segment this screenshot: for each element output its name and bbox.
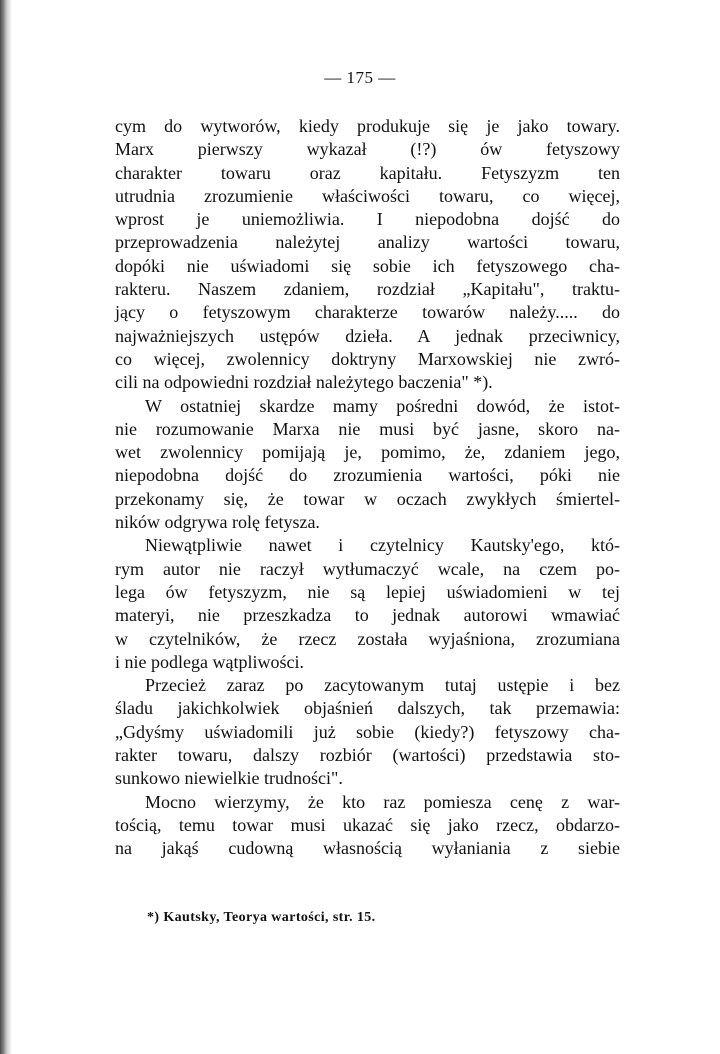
text-line: przekonamy się, że towar w oczach zwykłych śmiertel- — [115, 488, 620, 509]
text-line: jący o fetyszowym charakterze towarów należy..... do — [115, 302, 620, 323]
text-line: cili na odpowiedni rozdział należytego baczenia" *). — [115, 372, 493, 393]
text-line: Mocno wierzymy, że kto raz pomiesza cenę z war- — [145, 791, 620, 812]
text-line: rakteru. Naszem zdaniem, rozdział „Kapitału", traktu- — [115, 279, 620, 300]
text-line: dopóki nie uświadomi się sobie ich fetyszowego cha- — [115, 255, 620, 276]
page-binding-edge — [0, 0, 12, 1054]
text-line: rym autor nie raczył wytłumaczyć wcale, na czem po- — [115, 558, 620, 579]
text-line: lega ów fetyszyzm, nie są lepiej uświadomieni w tej — [115, 581, 620, 602]
text-line: cym do wytworów, kiedy produkuje się je jako towary. — [115, 116, 620, 136]
text-line: niepodobna dojść do zrozumienia wartości, póki nie — [115, 465, 620, 486]
text-line: utrudnia zrozumienie właściwości towaru, co więcej, — [115, 185, 620, 206]
text-line: W ostatniej skardze mamy pośredni dowód, że istot- — [145, 395, 620, 416]
text-line: „Gdyśmy uświadomili już sobie (kiedy?) fetyszowy cha- — [115, 721, 620, 742]
text-line: rakter towaru, dalszy rozbiór (wartości) przedstawia sto- — [115, 745, 620, 766]
text-line: Niewątpliwie nawet i czytelnicy Kautsky'ego, któ- — [145, 535, 620, 556]
text-line: śladu jakichkolwiek objaśnień dalszych, tak przemawia: — [115, 698, 620, 719]
text-line: wprost je uniemożliwia. I niepodobna dojść do — [115, 209, 620, 230]
text-line: w czytelników, że rzecz została wyjaśniona, zrozumiana — [115, 628, 620, 649]
text-line: tością, temu towar musi ukazać się jako rzecz, obdarzo- — [115, 814, 620, 835]
text-line: Marx pierwszy wykazał (!?) ów fetyszowy — [115, 139, 620, 160]
text-line: materyi, nie przeszkadza to jednak autorowi wmawiać — [115, 605, 620, 626]
page-number: — 175 — — [324, 68, 396, 87]
text-line: ników odgrywa rolę fetysza. — [115, 512, 320, 533]
text-line: przeprowadzenia należytej analizy wartości towaru, — [115, 232, 620, 253]
text-line: Przecież zaraz po zacytowanym tutaj ustępie i bez — [145, 675, 620, 696]
body-text — [115, 115, 620, 861]
text-line: charakter towaru oraz kapitału. Fetyszyzm ten — [115, 162, 620, 183]
footnote: *) Kautsky, Teorya wartości, str. 15. — [147, 910, 376, 925]
text-line: i nie podlega wątpliwości. — [115, 651, 304, 672]
text-line: na jakąś cudowną własnością wyłaniania z siebie — [115, 838, 620, 859]
text-line: najważniejszych ustępów dzieła. A jednak przeciwnicy, — [115, 325, 620, 346]
text-line: co więcej, zwolennicy doktryny Marxowskiej nie zwró- — [115, 348, 620, 369]
text-line: wet zwolennicy pomijają je, pomimo, że, zdaniem jego, — [115, 442, 620, 463]
text-line: nie rozumowanie Marxa nie musi być jasne, skoro na- — [115, 418, 620, 439]
text-line: sunkowo niewielkie trudności". — [115, 768, 343, 789]
